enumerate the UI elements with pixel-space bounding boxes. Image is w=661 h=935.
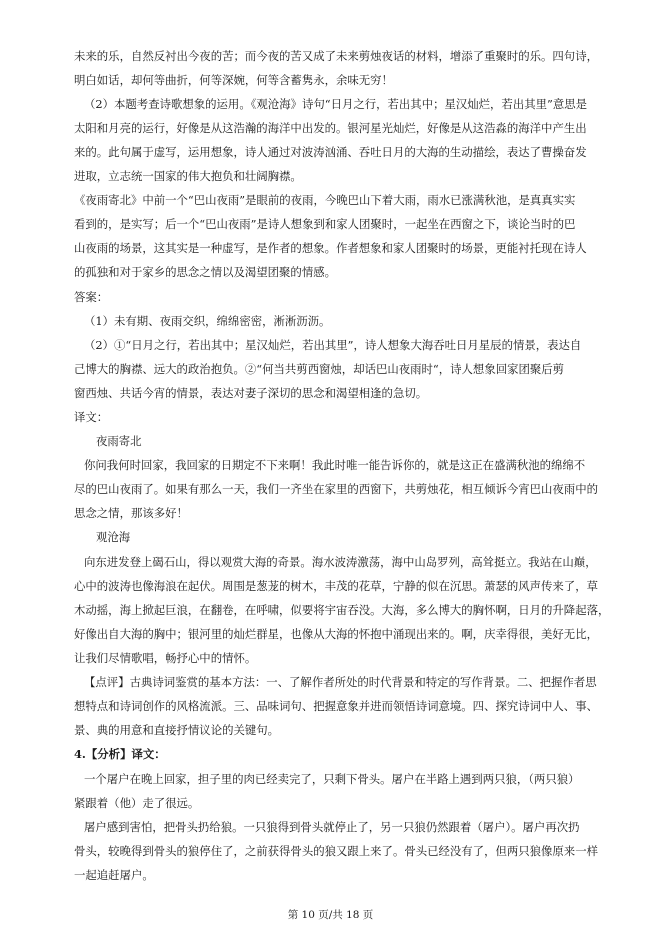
- text-line: 太阳和月亮的运行，好像是从这浩瀚的海洋中出发的。银河星光灿烂，好像是从这浩淼的海洋中产生出: [74, 121, 587, 135]
- text-line: 看到的，是实写；后一个“巴山夜雨”是诗人想象到和家人团聚时，一起坐在西窗之下，谈论当时的巴: [74, 217, 576, 231]
- text-line: 来的。此句属于虚写，运用想象，诗人通过对波涛汹涌、吞吐日月的大海的生动描绘，表达了曹操奋发: [74, 145, 587, 159]
- text-line: 紧跟着（他）走了很远。: [74, 796, 200, 810]
- text-line: 屠户感到害怕，把骨头扔给狼。一只狼得到骨头就停止了，另一只狼仍然跟着（屠户）。屠户再次扔: [84, 820, 580, 834]
- text-line: 景、典的用意和直接抒情议论的关键句。: [74, 723, 280, 737]
- text-line: 你问我何时回家，我回家的日期定不下来啊！我此时唯一能告诉你的，就是这正在盛满秋池的绵绵不: [84, 458, 586, 472]
- text-line: 好像出自大海的胸中；银河里的灿烂群星，也像从大海的怀抱中涌现出来的。啊，庆幸得很，美好无比，: [74, 627, 598, 641]
- text-line: 山夜雨的场景，这其实是一种虚写，是作者的想象。作者想象和家人团聚时的场景，更能衬托现在诗人: [74, 241, 587, 255]
- text-line: 心中的波涛也像海浪在起伏。周围是葱茏的树木，丰茂的花草，宁静的似在沉思。萧瑟的风声传来了，草: [74, 579, 598, 593]
- comment-line: 【点评】古典诗词鉴赏的基本方法：一、了解作者所处的时代背景和特定的写作背景。二、把握作者思: [84, 675, 597, 689]
- text-line: 一起追赶屠户。: [74, 868, 154, 882]
- text-line: 向东进发登上碣石山，得以观赏大海的奇景。海水波涛激荡，海中山岛罗列，高耸挺立。我站在山巅，: [84, 555, 597, 569]
- text-line: 明白如话，却何等曲折，何等深婉，何等含蓄隽永，余味无穷！: [74, 73, 393, 87]
- text-line: 窗西烛、共话今宵的情景，表达对妻子深切的思念和渴望相逢的急切。: [74, 386, 428, 400]
- text-line: 《夜雨寄北》中前一个“巴山夜雨”是眼前的夜雨，今晚巴山下着大雨，雨水已涨满秋池，是真真实实: [74, 193, 576, 207]
- text-line: 骨头，较晚得到骨头的狼停住了，之前获得骨头的狼又跟上来了。骨头已经没有了，但两只狼像原来一样: [74, 844, 598, 858]
- question-heading: 4.【分析】译文：: [74, 747, 166, 761]
- text-line: 尽的巴山夜雨了。如果有那么一天，我们一齐坐在家里的西窗下，共剪烛花，相互倾诉今宵巴山夜雨中的: [74, 482, 598, 496]
- text-line: 一个屠户在晚上回家，担子里的肉已经卖完了，只剩下骨头。屠户在半路上遇到两只狼，（两只狼）: [84, 772, 580, 786]
- text-line: 让我们尽情歌唱，畅抒心中的情怀。: [74, 651, 257, 665]
- translation-heading: 译文：: [74, 410, 109, 424]
- text-line: 进取，立志统一国家的伟大抱负和壮阔胸襟。: [74, 169, 302, 183]
- text-line: 未来的乐，自然反衬出今夜的苦；而今夜的苦又成了未来剪烛夜话的材料，增添了重聚时的乐。四句诗，: [74, 49, 598, 63]
- text-line: 木动摇，海上掀起巨浪，在翻卷，在呼啸，似要将宇宙吞没。大海，多么博大的胸怀啊，日月的升降起落，: [74, 603, 610, 617]
- text-line: 的孤独和对于家乡的思念之情以及渴望团聚的情感。: [74, 265, 336, 279]
- answer-heading: 答案：: [74, 290, 109, 304]
- text-line: （2）本题考查诗歌想象的运用。《观沧海》诗句“日月之行，若出其中；星汉灿烂，若出其里”意思是: [84, 97, 587, 111]
- text-line: 想特点和诗词创作的风格流派。三、品味词句、把握意象并进而领悟诗词意境。四、探究诗词中人、事、: [74, 699, 598, 713]
- text-line: 思念之情，那该多好！: [74, 506, 188, 520]
- poem-title: 观沧海: [96, 530, 131, 544]
- poem-title: 夜雨寄北: [96, 434, 142, 448]
- text-line: 己博大的胸襟、远大的政治抱负。②“何当共剪西窗烛，却话巴山夜雨时“，诗人想象回家团聚后剪: [74, 362, 565, 376]
- page-number: 第 10 页/共 18 页: [287, 909, 374, 921]
- text-line: （2）①“日月之行，若出其中；星汉灿烂，若出其里”，诗人想象大海吞吐日月星辰的情景，表达自: [84, 338, 582, 352]
- text-line: （1）未有期、夜雨交织，绵绵密密，淅淅沥沥。: [84, 314, 331, 328]
